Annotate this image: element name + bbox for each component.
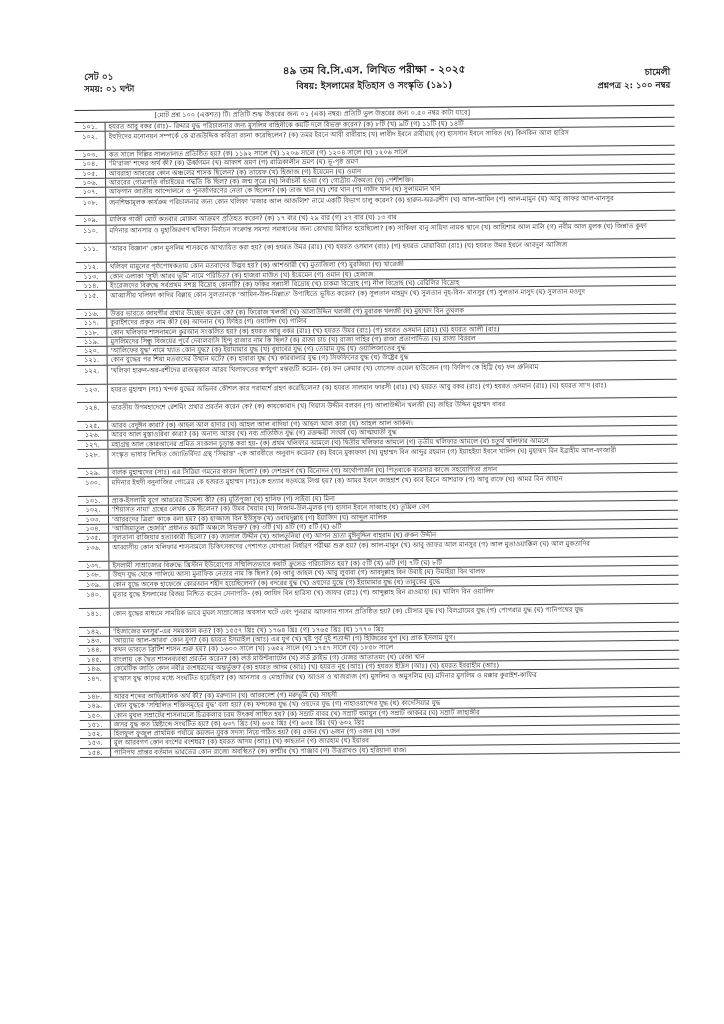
- question-number: ১৩৯.: [79, 580, 110, 589]
- question-text: আব্বাসীয় খলিফা কাদির বিল্লাহ কোন সুলতানকে 'আমিন-উল-মিল্লাত' উপাধিতে ভূষিত করেন? (ক) সুলতান মাহমুদ (খ) সুলতান নূহ-বিন- মানসুর (গ) সুলতান মাসুদ (ঘ) সুলতান মওদুদ: [110, 287, 585, 300]
- question-number: ১২৮.: [77, 450, 108, 468]
- question-text: কোন যুদ্ধের পর শিয়া মতবাদের উত্থান ঘটে? (ক) হারারা যুদ্ধ (খ) কারবালার যুদ্ধ (গ) সিফফিনের যুদ্ধ (ঘ) উষ্ট্রের যুদ্ধ: [110, 353, 409, 365]
- exam-subject: বিষয়: ইসলামের ইতিহাস ও সংস্কৃতি (১৯১): [296, 80, 453, 93]
- question-number: ১৫৩.: [80, 739, 111, 748]
- question-text: মুতার যুদ্ধে ইসলামের বিজয় নিশ্চিত করেন সেনাপতি- (ক) জায়িদ বিন হারিসা (খ) জাফর (রাঃ) (গ) আব্দুল্লাহ বিন রাওয়াহা (ঘ) খালিদ বিন ওয়ালিদ: [112, 587, 494, 599]
- question-number: ১০৭.: [75, 188, 106, 197]
- question-text: কুরাইশদের প্রকৃত নাম কী? (ক) আদনান (খ) ফিহির (গ) ওয়ালিদ (ঘ) গালিব: [110, 317, 307, 327]
- exam-title: ৪৯ তম বি.সি.এস. লিখিত পরীক্ষা - ২০২৫: [282, 63, 466, 78]
- question-number: ১২৩.: [77, 384, 108, 402]
- question-number: ১৪১.: [79, 609, 110, 627]
- exam-header: [74, 53, 674, 110]
- question-number: ১২৪.: [77, 403, 108, 421]
- question-text: বু'আস যুদ্ধ কাদের মধ্যে সংঘটিত হয়েছিল? (ক) আনসার ও মোহাজির (খ) আওস ও খাজরাজ (গ) মুসলিম ও অমুসলিম (ঘ) মদিনার মুসলিম ও মক্কার কুরাইশ-কাফির: [113, 671, 537, 683]
- question-number: ১৩৭.: [78, 562, 109, 571]
- question-text: 'খলিফা হারুন-অর-রশীদের রাজত্বকাল আরব খিলাফতের স্বর্ণযুগ' মন্তব্যটি করেন- (ক) ফন ক্রেমার (খ) যোসেফ ওয়েল হাউজেন (গ) ফিলিপ কে হিট্টি (ঘ) ফন গ্রুনিবাম: [110, 362, 539, 375]
- question-text: 'হিজাজের মনসুর'-এর সময়কাল কত? (ক) ১৫৫৭ খ্রিঃ (খ) ১৭৬৪ খ্রিঃ (গ) ১৭৬৫ খ্রিঃ (ঘ) ১৭৭০ খ্রিঃ: [112, 624, 385, 636]
- question-number: ১০৯.: [75, 216, 106, 225]
- question-text: 'আয়্যাম আল-আরব' কোন যুগ? (ক) হযরত ইসমাইল (আঃ) এর যুগ (খ) খৃষ্ট পূর্ব দুই শতাব্দী (গ) হিজিরের যুগ (ঘ) প্রাক ইসলাম যুগ।: [113, 633, 456, 645]
- question-number: ১০২.: [75, 132, 106, 150]
- question-number: ১১৮.: [76, 328, 107, 337]
- question-text: মুল আরবগণ কোন বংশের বংশধর? (ক) হযরত আদম (আঃ) (খ) কাহতান (গ) জারহাম (ঘ) ইয়ারব: [113, 736, 369, 748]
- question-text: সুলতানা রাজিয়ার হত্যাকারী ছিলো? (ক) জালাল উদ্দীন (খ) আলতুনিয়া (গ) আপন ভ্রাতা মুঈনুদ্দিন বাহরাম (ঘ) রুকন উদ্দীন: [112, 530, 437, 542]
- question-text: কখন ভারতে ব্রিটিশ শাসন শুরু হয়? (ক) ১৬০০ সালে (খ) ১৬৫২ সালে (গ) ১৭৫৭ সালে (ঘ) ১৮৫৮ সালে: [113, 643, 394, 654]
- question-number: ১৪৮.: [80, 693, 111, 702]
- paper-label: প্রশ্নপত্র ২: ১০০ নম্বর: [597, 80, 671, 92]
- question-number: ১২৬.: [77, 431, 108, 440]
- question-text: মুসলিমদের সিন্ধু বিজয়ের পূর্বে দেবালবাসি হিন্দু রাজার নাম কি ছিল? (ক) রাজা চাচ (খ) রাজা দাহির (গ) রাজা প্রতাপাদিত্য (ঘ) রাজা বিরবল: [110, 334, 476, 346]
- question-number: ১৩৫.: [78, 534, 109, 543]
- question-list: [75, 118, 681, 758]
- set-label: সেট ০১: [84, 72, 114, 83]
- question-number: ১১৫.: [76, 291, 107, 309]
- question-text: ইংরেজদের বিরুদ্ধে সর্বপ্রথম সশস্ত্র বিদ্রোহ কোনটি? (ক) ফকির সন্ন্যাসী বিদ্রোহ (খ) চাকমা বিদ্রোহ (গ) নীল বিদ্রোহ (ঘ) বেরিলির বিদ্রোহ: [109, 278, 460, 290]
- question-text: হিলফুল ফুজুল প্রাথমিক পর্যায়ে কয়জন যুবক সদস্য নিয়ে গঠিত হয়? (ক) ৫জন (খ) ৬জন (গ) ৩জন (ঘ) ৭জন: [113, 727, 400, 738]
- question-number: ১৩১.: [78, 497, 109, 506]
- question-number: ১০১.: [75, 123, 106, 132]
- question-text: আরব শব্দের আভিধানিক অর্থ কী? (ক) মরুদ্যান (খ) আরবদেশ (গ) মরুভূমি (ঘ) সাহসী: [113, 690, 338, 701]
- question-text: কোন মুঘল সম্রাটের শাসনামলে চিত্রকলার চরম উৎকর্ষ সাধিত হয়? (ক) সম্রাট বাবর (খ) সম্রাট হুমায়ুন (গ) সম্রাট আকবর (ঘ) সম্রাট জাহাঙ্গীর: [113, 708, 480, 720]
- question-text: কোন যুদ্ধে অনেক হাফেজে কোরআন শহীদ হয়েছিলেন? (ক) বদরের যুদ্ধ (খ) ওহুদের যুদ্ধে (গ) ইয়ামামার যুদ্ধ (ঘ) তাবুকের যুদ্ধে: [112, 577, 441, 589]
- question-text: উহুদ যুদ্ধ থেকে পালিয়ে আসা মুনাফিক নেতার নাম কি ছিল? (ক) আবু জাহল (খ) আবু লুবাবা (গ) আবদুল্লাহ বিন উবাই (ঘ) উমাইয়া বিন খালফ: [112, 567, 486, 580]
- question-number: ১৫১.: [80, 721, 111, 730]
- question-text: আরব আল মুস্তাওরিবা কারা? (ক) অনাদ্য আরব (খ) নব্য প্রতিষ্ঠিত যুদ্ধ (গ) রক্তক্ষয়ী সংঘর্ষ (ঘ) আত্মঘাতী যুদ্ধ: [111, 428, 397, 440]
- question-number: ১২৭.: [77, 440, 108, 449]
- question-text: আরবের গোত্রপতি বাঁচাইয়ের পদ্ধতি কি ছিল? (ক) জন্ম সূত্রে (খ) নির্বাচনী হওয়া (গ) গোত্রীয় ঐকমত্য (ঘ) পেশীশক্তি।: [109, 176, 414, 187]
- question-number: ১৩৪.: [78, 525, 109, 534]
- question-number: ১৪৭.: [79, 674, 110, 692]
- question-text: কোন যুদ্ধকে 'সম্মিলিত শক্তিসমূহের যুদ্ধ' বলা হয়? (ক) খন্দকের যুদ্ধ (খ) ওহুদের যুদ্ধ (গ) নাহাওয়ান্দের যুদ্ধ (ঘ) কাদেসিয়ার যুদ্ধ: [113, 699, 441, 710]
- question-number: ১৪৬.: [79, 665, 110, 674]
- question-number: ১০৮.: [75, 197, 106, 215]
- question-text: আব্বাসীয় কোন খলিফার শাসনামলে চিকিৎসকদের পেশাগত যোগ্যতা নির্ধারণ পরীক্ষা শুরু হয়? (ক) আল-মামুন (খ) আবু জাফর আল মানসুর (গ) আল মুতাওয়াক্কিল (ঘ) আল মুকতাদির: [112, 539, 590, 553]
- question-number: ১৪২.: [79, 627, 110, 636]
- question-text: পানিপথ প্রান্তর বর্তমান ভারতের কোন রাজ্যে অবস্থিত? (ক) কাশ্মীর (খ) পাঞ্জাব (গ) উত্তরাখণ্ড (ঘ) হরিয়ানা রাজ্য: [114, 745, 407, 757]
- question-number: ১৪৫.: [79, 655, 110, 664]
- question-number: ১২১.: [77, 356, 108, 365]
- question-text: 'মি'রাজ' শব্দের অর্থ কী? (ক) ঊর্ধ্বগমন (খ) আকাশ ভ্রমণ (গ) রাত্রিকালীন ভ্রমণ (ঘ) ভূ-পৃষ্ঠ ভ্রমণ: [108, 157, 359, 169]
- question-text: ইসলামী সাম্রাজ্যের বিরুদ্ধে খ্রিস্টান ইউরোপের সম্মিলিতভাবে কয়টি ক্রুসেড পরিচালিত হয়? (ক) ৫টি (খ) ৬টি (গ) ৭টি (ঘ) ৮টি: [112, 558, 442, 570]
- question-number: ১০৩.: [75, 151, 106, 160]
- question-text: 'আরবদের ত্রিরা' কাকে বলা হয়? (ক) হাজ্জাজ বিন ইউসুফ (খ) ওবায়দুল্লাহ (গ) ইয়াজিদ (ঘ) আব্দুল মালিক: [111, 512, 388, 524]
- question-text: কোন খলিফার শাসনামলে কুরআন সংকলিত হয়? (ক) হযরত আবু বকর (রাঃ) (খ) হযরত উমর (রাঃ) (গ) হযরত ওসমান (রাঃ) (ঘ) হযরত আলী (রাঃ): [110, 324, 500, 337]
- question-number: ১৩২.: [78, 506, 109, 515]
- question-number: ১২২.: [77, 365, 108, 383]
- question-text: সংস্কৃত ভাষায় লিখিত জ্যোতির্বিদ্যা গ্রন্থ 'সিদ্ধান্ত' -কে আরবীতে অনুবাদ করেন? (ক) ইবনে মুকাফফা (খ) মুহাম্মদ বিন আব্দুর রহমান (গ) ইয়াহইয়া ইবনে খালিদ (ঘ) মুহাম্মদ বিন ইব্রাহীম আল-ফাজারী: [111, 446, 617, 459]
- question-text: উত্তর ভারতে জায়গীর প্রথার উচ্ছেদ করেন কে? (ক) ফিরোজ খলজী (খ) আলাউদ্দিন খলজী (গ) মুবারক খলজী (ঘ) মুহাম্মদ বিন তুঘলক: [110, 306, 465, 318]
- question-number: ১১১.: [76, 244, 107, 262]
- question-text: বালক মুহাম্মদের (সাঃ) এর সিরিয়া গমনের কারন ছিলো? (ক) দেশভ্রমণ (খ) বিনোদন (গ) অর্থোপার্জন (ঘ) পিতৃব্যকে ব্যবসার কাজে সহযোগিতা প্রদান: [111, 465, 498, 477]
- question-text: মদিনার আনসার ও মুহাজিরগণ খলিফা নির্বাচন সংক্রান্ত সমস্যা সমাধানের জন্য কোথায় মিলিত হয়েছিলো? (ক) সাকিফা বানু সায়িদা নামক স্থানে (খ) আয়িশার আল মালি (গ) নবীম আল মুলক (ঘ) জিন্নাত কুফা: [109, 221, 647, 235]
- question-number: ১০৫.: [75, 169, 106, 178]
- question-text: মহাগ্রন্থ আল কোরআনের প্রমিত সংকলন চূড়ান্ত করা হয়- (ক) প্রথম খলিফার আমলে (খ) দ্বিতীয় খলিফার আমলে (গ) তৃতীয় খলিফার আমলে (ঘ) চতুর্থ খলিফার আমলে: [111, 436, 549, 449]
- question-number: ১৪৪.: [79, 646, 110, 655]
- question-text: 'আরব বিজ্ঞান' কোন মুসলিম শাসককে আখ্যায়িত করা হয়? (ক) হযরত উমর (রাঃ) (খ) হযরত ওসমান (রাঃ) (গ) হযরত মোয়াবিয়া (রাঃ) (ঘ) হযরত উমর ইবনে আবদুল আজিজ: [109, 241, 568, 254]
- question-text: কত সালে দিল্লির সালতানাত প্রতিষ্ঠিত হয়? (ক) ১১৯২ সালে (খ) ১২০৬ সালে (গ) ১২০৪ সালে (ঘ) ১২০৬ সালে: [108, 148, 408, 159]
- question-text: 'আলিফের যুদ্ধ' নামে খ্যাত কোন যুদ্ধ? (ক) ইয়ামামার যুদ্ধ (খ) বুয়াবের যুদ্ধ (গ) তোরাম যুদ্ধ (ঘ) ওয়ালিজাতের যুদ্ধ: [110, 344, 406, 355]
- question-number: ১১৭.: [76, 319, 107, 328]
- question-number: ১৪৩.: [79, 637, 110, 646]
- question-number: ১১৩.: [76, 272, 107, 281]
- question-text: কেমেটিক জাতি কোন নবীর বংশধরদের অন্তর্ভুক্ত? (ক) হযরত আদম (আঃ) (খ) হযরত নূহ (আঃ) (গ) হযরত ইদ্রিস (আঃ) (ঘ) হযরত ইবরাহীম (আঃ): [113, 661, 500, 673]
- question-text: বাংলায় কে দ্বৈত শাসনব্যবস্থা প্রবর্তন করেন? (ক) লর্ড মাউন্টব্যাটেন (খ) লর্ড ক্লাইভ (গ) মেজর আতাতমং (ঘ) রেজা খান: [113, 652, 425, 664]
- question-number: ১৩০.: [78, 478, 109, 496]
- question-number: ১২৯.: [78, 469, 109, 478]
- question-text: মদিনার ইহুদী বনুনাজির গোত্রের কে হজরত মুহাম্মদ (সঃ)কে হত্যার ষড়যন্ত্রে লিপ্ত হয়? (ক) আমর ইবনে জাহহাশ (খ) কাব ইবনে আশরাফ (গ) আবু রাফে (ঘ) আমর বিন জাহান: [111, 474, 563, 487]
- question-number: ১১৯.: [76, 338, 107, 347]
- question-number: ১১৪.: [76, 282, 107, 291]
- brand-label: চামেলী: [644, 67, 671, 79]
- question-text: কোন যুদ্ধের মাধ্যমে সাময়িক ভাবে মুঘল সাম্রাজ্যের অবসান ঘটে এবং পুনরায় আফগান শাসন প্রতিষ্ঠিত হয়? (ক) চৌসার যুদ্ধ (খ) বিলগ্রামের যুদ্ধ (গ) পোগরার যুদ্ধ (ঘ) পানিপথের যুদ্ধ: [112, 605, 584, 618]
- question-text: মালিক গাজী মোট কতবার মোঙ্গল আক্রমণ প্রতিহত করেন? (ক) ১৭ বার (খ) ২৯ বার (গ) ২৭ বার (ঘ) ১৩ বার: [109, 213, 397, 225]
- question-text: ভারতীয় উপমহাদেশে রেশমিং প্রথার প্রবর্তন করেন কে? (ক) কায়কোবাদ (খ) গিয়াস উদ্দীন বলবন (গ) আলাউদ্দীন খলজী (ঘ) জহির উদ্দিন মুহাম্মদ বাবর: [111, 400, 506, 413]
- exam-sheet: [74, 53, 680, 758]
- question-text: জনশিক্ষামূলক কার্যক্রম পরিচালনার জন্য কোন খলিফা 'মজার আল আজলিশ' নামে একটি বিভাগ চালু করেন? (ক) হারুন-অর-রশীদ (খ) আল-আমিন (গ) আল-মামুন (ঘ) আবু জাফর আল-মানসুর: [109, 193, 614, 207]
- question-number: ১২০.: [77, 347, 108, 356]
- question-text: আফগান জাতীয় আন্দোলনে ও পুনর্জাগরণের নেতা কে ছিলেন? (ক) তাজ খান (খ) শের খান (গ) দাউদ খান (ঘ) সুলায়মান খান: [109, 185, 441, 196]
- question-text: হযরত মুহাম্মদ (সঃ) খন্দক যুদ্ধের অভিনব কৌশল কার পরামর্শে গ্রহণ করেছিলেন? (ক) হযরত সালমান ফারসী (রাঃ) (খ) হযরত আবু বকর (রাঃ) (গ) হযরত ওসমান (রাঃ) (ঘ) হযরত সা'দ (রাঃ): [110, 380, 607, 394]
- question-text: প্রাক-ইসলামি যুগে আরবের উদ্দেশ্য কী? (ক) মূর্তিপূজা (খ) হানিফ (গ) সাইবা (ঘ) মিনা: [111, 494, 335, 505]
- question-number: ১৫০.: [80, 711, 111, 720]
- question-number: ১৩৬.: [78, 543, 109, 561]
- question-text: 'আজিমাতুল হেজরি' প্রধানত কয়টি অঞ্চলে বিভক্ত? (ক) ৩টি (খ) ৪টি (গ) ৫টি (ঘ) ৬টি: [112, 522, 342, 533]
- question-text: কোন এলাকা 'সুখী আরব ভূমি' নামে পরিচিত? (ক) হাজরা মাউত (খ) ইয়েমেন (গ) ওমান (ঘ) হেজাজ: [109, 269, 374, 281]
- question-text: হযরত আবু বকর (রাঃ)– রিদ্দার যুদ্ধ পরিচালনার জন্য মুসলিম বাহিনীকে কয়টি দলে বিভক্ত করেন? (ক) ৮টি (খ) ৯টি (গ) ১১টি (ঘ) ১৪টি: [108, 119, 464, 131]
- question-number: ১২৫.: [77, 422, 108, 431]
- question-text: খলিফা মামুনের পৃষ্ঠপোষকতায় কোন মতবাদের উদ্ভব হয়? (ক) আশআরী (খ) মুতাজিলা (গ) মুরজিয়া (ঘ) খারেজী: [109, 260, 404, 271]
- question-number: ১০৬.: [75, 179, 106, 188]
- question-number: ১৫৪.: [80, 748, 111, 757]
- question-text: আবরাহা আবরের কোন অঞ্চলের শাসক ছিলেন? (ক) তায়েফ (খ) হিজাজ (গ) ইয়েমেন (ঘ) ওমান: [108, 167, 362, 178]
- question-number: ১১০.: [75, 225, 106, 243]
- question-text: আরব বেদুঈন কারা? (ক) আহল আল হাদার (খ) আহল আল বাদিয়া (গ) আহল আল কারা (ঘ) আহল আল আকল।: [111, 419, 413, 430]
- question-text: 'শিয়াসত নামা' গ্রন্থের লেখক কে ছিলেন? (ক) উমর খৈয়াম (খ) নিজাম-উল-মুলক (গ) হাসান ইবনে সাব্বাহ (ঘ) তুঘ্রিল বেগ: [111, 503, 430, 514]
- time-label: সময়: ০১ ঘন্টা: [84, 84, 135, 95]
- question-number: ১৩৮.: [78, 571, 109, 580]
- question-number: ১০৪.: [75, 160, 106, 169]
- question-number: ১৪৯.: [80, 702, 111, 711]
- question-number: ১৪০.: [79, 590, 110, 608]
- question-text: জসর যুদ্ধ কত খ্রিষ্টাব্দে সংঘটিত হয়? (ক) ৬৩৭ খ্রিঃ (খ) ৬৩৫ খ্রিঃ (গ) ৬৩৫ খ্রিঃ (ঘ) ৬৩২ খ্রিঃ: [113, 718, 365, 729]
- question-text: ইহুদিদের মনোনয়ন সম্পর্কে কে রাজউদ্দিক কবিতা রচনা করেছিলেন? (ক) তমর ইবনে আবী রাবীয়াহ (খ) লাবীদ ইবনে রাবীয়াহ (গ) হাসসান ইবনে সাবিত (ঘ) কিসকিন আল হারিস: [108, 128, 569, 141]
- question-number: ১১২.: [76, 263, 107, 272]
- question-number: ১৫২.: [80, 730, 111, 739]
- question-number: ১৩৩.: [78, 515, 109, 524]
- marking-instruction: [মোট প্রশ্ন ১০০ (একশত) টি। প্রতিটি শুদ্ধ উত্তরের জন্য ০১ (এক) নম্বর। প্রতিটি ভুল উত্তরের জন্য ০.৫০ নম্বর কাটা যাবে]: [74, 105, 674, 123]
- question-number: ১১৬.: [76, 310, 107, 319]
